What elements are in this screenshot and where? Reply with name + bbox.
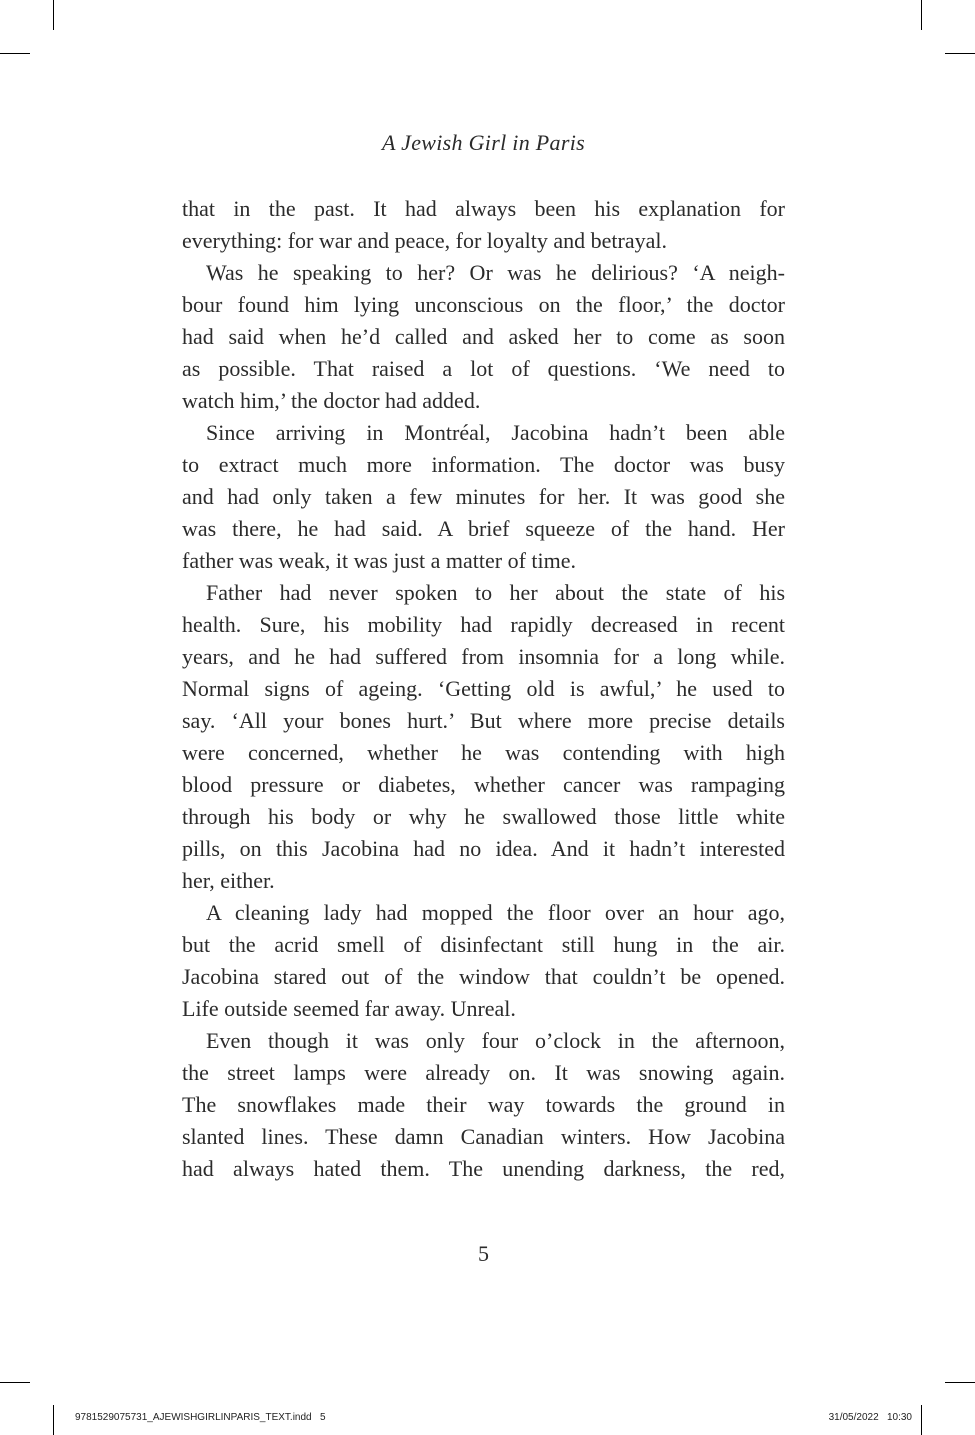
text-line: her, either. [182, 868, 275, 893]
body-text [182, 193, 785, 1185]
slug-filename: 9781529075731_AJEWISHGIRLINPARIS_TEXT.indd 5 [75, 1412, 326, 1423]
crop-mark-top-left-horizontal [0, 53, 30, 54]
text-line: watch him,’ the doctor had added. [182, 388, 481, 413]
text-line: were concerned, whether he was contending with high [182, 740, 785, 765]
text-line: blood pressure or diabetes, whether cancer was rampaging [182, 772, 785, 797]
text-line: pills, on this Jacobina had no idea. And it hadn’t interested [182, 836, 785, 861]
text-line: that in the past. It had always been his explanation for [182, 196, 785, 221]
crop-mark-bottom-right-horizontal [945, 1382, 975, 1383]
text-line: Even though it was only four o’clock in the afternoon, [206, 1028, 785, 1053]
slug-timestamp: 31/05/2022 10:30 [828, 1412, 912, 1423]
crop-mark-bottom-left-vertical [53, 1405, 54, 1435]
text-line: the street lamps were already on. It was snowing again. [182, 1060, 785, 1085]
text-line: was there, he had said. A brief squeeze of the hand. Her [182, 516, 785, 541]
crop-mark-bottom-left-horizontal [0, 1382, 30, 1383]
text-line: Normal signs of ageing. ‘Getting old is awful,’ he used to [182, 676, 785, 701]
text-line: Life outside seemed far away. Unreal. [182, 996, 516, 1021]
text-line: Jacobina stared out of the window that couldn’t be opened. [182, 964, 785, 989]
text-line: had always hated them. The unending darkness, the red, [182, 1156, 785, 1181]
text-line: everything: for war and peace, for loyalty and betrayal. [182, 228, 668, 253]
text-line: health. Sure, his mobility had rapidly decreased in recent [182, 612, 785, 637]
text-line: Since arriving in Montréal, Jacobina hadn’t been able [206, 420, 785, 445]
text-line: slanted lines. These damn Canadian winters. How Jacobina [182, 1124, 785, 1149]
text-line: The snowflakes made their way towards the ground in [182, 1092, 785, 1117]
text-line: Was he speaking to her? Or was he delirious? ‘A neigh- [206, 260, 785, 285]
text-line: as possible. That raised a lot of questions. ‘We need to [182, 356, 785, 381]
text-line: Father had never spoken to her about the state of his [206, 580, 785, 605]
text-line: through his body or why he swallowed those little white [182, 804, 785, 829]
text-line: A cleaning lady had mopped the floor over an hour ago, [206, 900, 785, 925]
text-line: father was weak, it was just a matter of time. [182, 548, 577, 573]
text-line: but the acrid smell of disinfectant still hung in the air. [182, 932, 785, 957]
text-line: had said when he’d called and asked her to come as soon [182, 324, 785, 349]
text-line: to extract much more information. The doctor was busy [182, 452, 785, 477]
page-number: 5 [478, 1241, 489, 1266]
crop-mark-top-right-vertical [921, 0, 922, 30]
text-line: years, and he had suffered from insomnia for a long while. [182, 644, 785, 669]
text-line: bour found him lying unconscious on the floor,’ the doctor [182, 292, 785, 317]
text-line: say. ‘All your bones hurt.’ But where more precise details [182, 708, 785, 733]
running-head: A Jewish Girl in Paris [382, 130, 585, 155]
text-line: and had only taken a few minutes for her. It was good she [182, 484, 785, 509]
crop-mark-bottom-right-vertical [921, 1405, 922, 1435]
crop-mark-top-right-horizontal [945, 53, 975, 54]
crop-mark-top-left-vertical [53, 0, 54, 30]
